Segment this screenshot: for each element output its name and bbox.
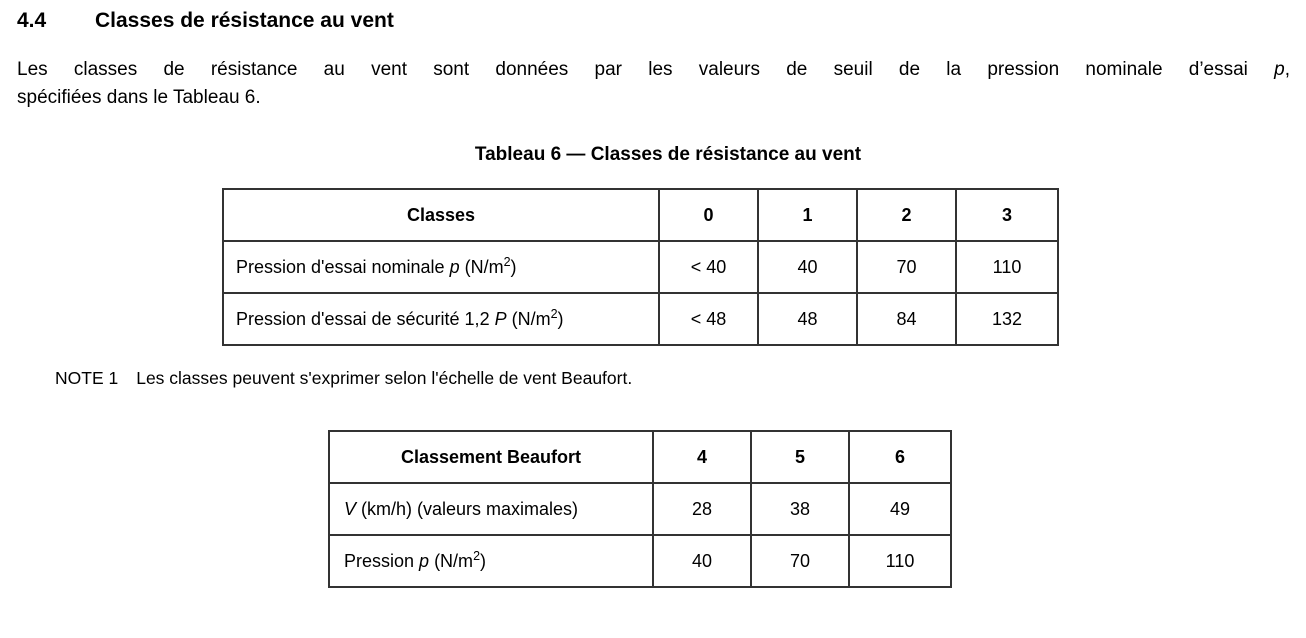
cell-pressure-b5: 70 xyxy=(751,535,849,587)
cell-speed-b5: 38 xyxy=(751,483,849,535)
note-1 xyxy=(55,366,632,390)
intro-line-2: spécifiées dans le Tableau 6. xyxy=(17,87,261,108)
table-6-header-class-0: 0 xyxy=(659,189,758,241)
section-heading xyxy=(17,8,394,34)
superscript-2: 2 xyxy=(473,548,481,563)
cell-speed-b6: 49 xyxy=(849,483,951,535)
note-1-text: Les classes peuvent s'exprimer selon l'échelle de vent Beaufort. xyxy=(136,368,633,388)
intro-paragraph xyxy=(17,56,1290,112)
row-label-nominal-pressure: Pression d'essai nominale p $(N/m^2)$ xyxy=(223,241,659,293)
beaufort-table xyxy=(328,430,952,588)
beaufort-header-4: 4 xyxy=(653,431,751,483)
variable-P: P xyxy=(494,308,507,329)
intro-line1-text: Les classes de résistance au vent sont données par les valeurs de seuil de la pression nominale d’essai xyxy=(17,59,1248,80)
variable-p: p xyxy=(419,550,430,571)
table-6-header-class-2: 2 xyxy=(857,189,956,241)
cell-speed-b4: 28 xyxy=(653,483,751,535)
table-6-header-classes: Classes xyxy=(223,189,659,241)
table-6-header-class-1: 1 xyxy=(758,189,857,241)
superscript-2: 2 xyxy=(550,306,558,321)
cell-safety-class3: 132 xyxy=(956,293,1058,345)
table-row-safety-pressure xyxy=(223,293,1058,345)
beaufort-header-6: 6 xyxy=(849,431,951,483)
note-1-label: NOTE 1 xyxy=(55,368,119,388)
row-label-pressure: Pression p $(N/m^2)$ xyxy=(329,535,653,587)
intro-line1-punct: , xyxy=(1284,59,1290,80)
table-row-speed xyxy=(329,483,951,535)
variable-V: V xyxy=(344,498,357,519)
beaufort-header-label: Classement Beaufort xyxy=(329,431,653,483)
cell-safety-class0: < 48 xyxy=(659,293,758,345)
table-6-caption: Tableau 6 — Classes de résistance au vent xyxy=(474,144,862,165)
cell-pressure-b4: 40 xyxy=(653,535,751,587)
superscript-2: 2 xyxy=(503,254,511,269)
cell-nominal-class3: 110 xyxy=(956,241,1058,293)
section-number: 4.4 xyxy=(17,9,47,32)
cell-nominal-class0: < 40 xyxy=(659,241,758,293)
row-label-speed: V (km/h) (valeurs maximales) xyxy=(329,483,653,535)
section-title: Classes de résistance au vent xyxy=(95,9,394,32)
beaufort-header-5: 5 xyxy=(751,431,849,483)
cell-safety-class2: 84 xyxy=(857,293,956,345)
cell-nominal-class1: 40 xyxy=(758,241,857,293)
cell-pressure-b6: 110 xyxy=(849,535,951,587)
table-6-header-row xyxy=(223,189,1058,241)
table-row-pressure xyxy=(329,535,951,587)
intro-line-1 xyxy=(17,56,1290,84)
beaufort-header-row xyxy=(329,431,951,483)
cell-safety-class1: 48 xyxy=(758,293,857,345)
intro-variable-p: p xyxy=(1274,59,1285,80)
table-6-header-class-3: 3 xyxy=(956,189,1058,241)
table-6 xyxy=(222,188,1059,346)
table-row-nominal-pressure xyxy=(223,241,1058,293)
variable-p: p xyxy=(449,256,460,277)
row-label-safety-pressure: Pression d'essai de sécurité 1,2 P $(N/m^2)$ xyxy=(223,293,659,345)
cell-nominal-class2: 70 xyxy=(857,241,956,293)
